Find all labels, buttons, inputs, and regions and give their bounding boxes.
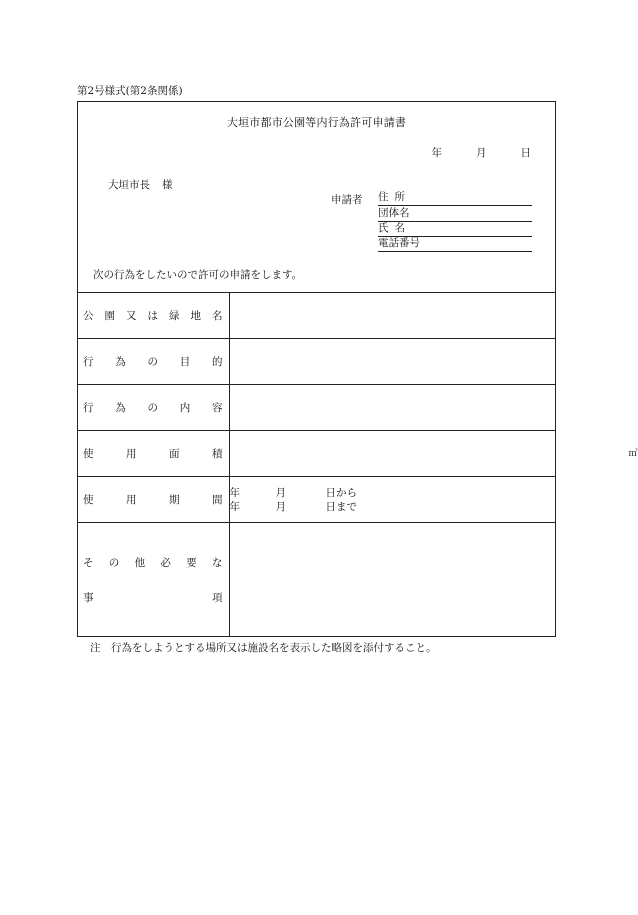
label-char: 間 — [212, 494, 223, 506]
label-char: な — [211, 556, 223, 569]
period-from — [230, 486, 557, 500]
date-month: 月 — [476, 147, 487, 159]
label-text — [83, 492, 223, 507]
period-to-month: 月 — [275, 500, 286, 513]
period-from-year: 年 — [229, 486, 240, 499]
label-char: 名 — [212, 310, 223, 322]
table-row — [77, 477, 556, 523]
label-char: 要 — [186, 556, 197, 569]
area-label — [77, 431, 229, 477]
label-char: の — [108, 556, 120, 569]
label-char: は — [147, 310, 158, 322]
name-field[interactable] — [378, 222, 532, 237]
label-char: 地 — [190, 310, 201, 322]
other-items-label — [77, 523, 229, 637]
label-text — [83, 354, 223, 369]
label-char: 面 — [169, 448, 180, 460]
label-text — [83, 308, 223, 323]
period-to — [230, 500, 557, 514]
label-char: 必 — [160, 556, 171, 569]
label-text — [83, 555, 223, 570]
application-form — [77, 101, 638, 637]
label-char: 又 — [126, 310, 137, 322]
label-char: 緑 — [169, 310, 180, 322]
address-field[interactable] — [378, 191, 532, 206]
label-char: の — [147, 356, 158, 368]
area-value[interactable] — [229, 431, 638, 477]
label-char: 容 — [212, 402, 223, 414]
addressee-name: 大垣市長 — [108, 179, 150, 191]
table-row — [77, 523, 556, 637]
period-from-month: 月 — [275, 486, 286, 499]
addressee-honorific: 様 — [162, 179, 173, 191]
label-char: 期 — [169, 494, 180, 506]
label-char: 用 — [126, 494, 137, 506]
label-text — [83, 446, 223, 461]
label-char: の — [147, 402, 158, 414]
period-value[interactable] — [229, 477, 556, 523]
other-items-value[interactable] — [229, 523, 556, 637]
name-label: 氏名 — [378, 222, 411, 234]
form-title: 大垣市都市公園等内行為許可申請書 — [226, 116, 407, 129]
table-row — [77, 385, 556, 431]
label-char: 目 — [179, 356, 191, 368]
purpose-label — [77, 339, 229, 385]
form-number-label: 第2号様式(第2条関係) — [77, 85, 183, 97]
label-char: 為 — [115, 402, 126, 414]
organization-field[interactable] — [378, 207, 532, 222]
address-label: 住所 — [378, 191, 411, 203]
label-char: 園 — [104, 310, 115, 322]
area-unit: ㎡ — [628, 448, 638, 459]
period-to-day: 日まで — [325, 500, 357, 513]
label-char: 使 — [83, 448, 94, 460]
label-char: 的 — [212, 356, 223, 368]
details-table — [77, 292, 638, 636]
addressee — [108, 177, 173, 192]
label-text — [83, 400, 223, 415]
phone-label: 電話番号 — [378, 237, 420, 249]
label-char: 内 — [179, 402, 191, 414]
label-char: 用 — [126, 448, 137, 460]
label-char: 為 — [115, 356, 126, 368]
period-from-day: 日から — [325, 486, 357, 499]
label-char: 使 — [83, 494, 94, 506]
period-to-year: 年 — [229, 500, 240, 513]
table-row — [77, 293, 556, 339]
application-date — [432, 145, 532, 160]
phone-field[interactable] — [378, 237, 532, 252]
note: 注 行為をしようとする場所又は施設名を表示した略図を添付すること。 — [90, 642, 437, 654]
organization-label: 団体名 — [378, 207, 410, 219]
table-row — [77, 431, 556, 477]
applicant-label: 申請者 — [331, 194, 363, 206]
content-value[interactable] — [229, 385, 556, 431]
park-name-label — [77, 293, 229, 339]
period-label — [77, 477, 229, 523]
label-char: 他 — [134, 556, 146, 569]
label-char: 公 — [83, 310, 94, 322]
label-char: 行 — [83, 402, 94, 414]
content-label — [77, 385, 229, 431]
date-year: 年 — [431, 147, 442, 159]
label-char: 積 — [212, 448, 223, 460]
application-statement: 次の行為をしたいので許可の申請をします。 — [93, 269, 303, 281]
park-name-value[interactable] — [229, 293, 556, 339]
label-text — [83, 590, 223, 605]
label-char: 項 — [212, 591, 223, 604]
purpose-value[interactable] — [229, 339, 556, 385]
label-char: 行 — [83, 356, 94, 368]
table-row — [77, 339, 556, 385]
date-day: 日 — [520, 147, 531, 159]
label-char: そ — [83, 556, 94, 569]
label-char: 事 — [83, 591, 94, 604]
